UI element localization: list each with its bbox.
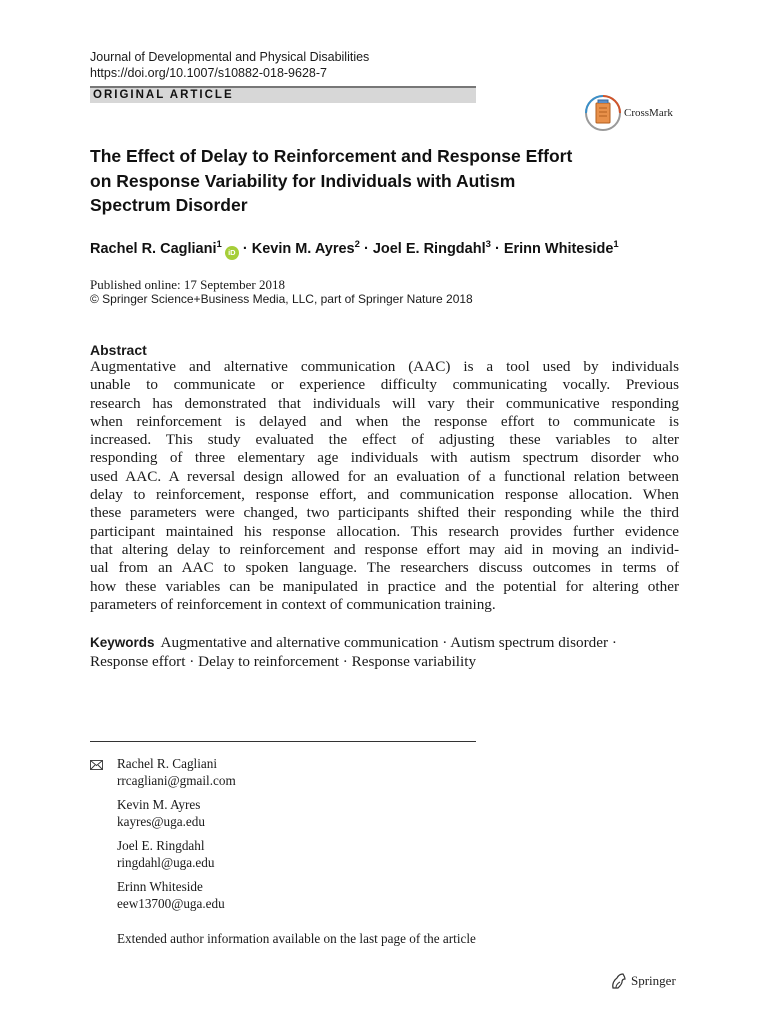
affiliation-marker: 1 xyxy=(216,239,222,250)
author-name[interactable]: Joel E. Ringdahl xyxy=(372,241,486,257)
abstract-line: how these variables can be manipulated in practice and the potential for altering other xyxy=(90,577,679,595)
author-name[interactable]: Rachel R. Cagliani xyxy=(90,241,217,257)
envelope-icon xyxy=(90,760,103,770)
copyright-notice: © Springer Science+Business Media, LLC, part of Springer Nature 2018 xyxy=(90,292,473,306)
author-separator: · xyxy=(363,241,369,257)
published-date: Published online: 17 September 2018 xyxy=(90,277,285,292)
journal-name: Journal of Developmental and Physical Disabilities xyxy=(90,50,370,64)
abstract-line: increased. This study evaluated the effect of adjusting these variables to alter xyxy=(90,431,679,449)
springer-horse-icon xyxy=(610,972,628,990)
contact-email[interactable]: kayres@uga.edu xyxy=(117,813,205,829)
crossmark-label: CrossMark xyxy=(624,107,673,119)
abstract-line: used AAC. A reversal design allowed for an evaluation of a functional relation between xyxy=(90,467,679,485)
extended-author-note: Extended author information available on the last page of the article xyxy=(117,931,476,946)
contact-email[interactable]: rrcagliani@gmail.com xyxy=(117,772,236,788)
abstract-body xyxy=(90,358,679,614)
crossmark-icon xyxy=(584,94,622,132)
contact-entry xyxy=(117,879,236,912)
abstract-line: these parameters were changed, two participants shifted their responding while the third xyxy=(90,504,679,522)
affiliation-marker: 1 xyxy=(613,239,619,250)
contact-email[interactable]: ringdahl@uga.edu xyxy=(117,854,215,870)
author-name[interactable]: Kevin M. Ayres xyxy=(251,241,355,257)
article-type-bar xyxy=(90,88,476,103)
abstract-line: unable to communicate or experience difficulty communicating vocally. Previous xyxy=(90,376,679,394)
abstract-line: Augmentative and alternative communication (AAC) is a tool used by individuals xyxy=(90,358,679,375)
contact-name: Erinn Whiteside xyxy=(117,879,203,894)
keywords-line: Response effort · Delay to reinforcement · Response variability xyxy=(90,652,477,670)
title-line: on Response Variability for Individuals with Autism xyxy=(90,170,516,191)
abstract-line: delay to reinforcement, response effort, and communication response allocation. When xyxy=(90,486,679,504)
author-separator: · xyxy=(242,241,248,257)
keywords-label: Keywords xyxy=(90,635,155,650)
contact-list xyxy=(117,756,236,920)
title-line: Spectrum Disorder xyxy=(90,195,248,215)
affiliation-marker: 3 xyxy=(485,239,491,250)
author-name[interactable]: Erinn Whiteside xyxy=(503,241,614,257)
orcid-icon[interactable]: iD xyxy=(225,246,239,260)
doi-link[interactable]: https://doi.org/10.1007/s10882-018-9628-7 xyxy=(90,66,327,80)
abstract-line: ual from an AAC to spoken language. The researchers discuss outcomes in terms of xyxy=(90,559,679,577)
contact-name: Rachel R. Cagliani xyxy=(117,756,217,771)
abstract-line: responding of three elementary age individuals with autism spectrum disorder who xyxy=(90,449,679,467)
author-list xyxy=(90,235,619,260)
crossmark-button[interactable] xyxy=(584,94,694,134)
keywords-section xyxy=(90,634,679,671)
contact-email[interactable]: eew13700@uga.edu xyxy=(117,895,225,911)
contact-name: Kevin M. Ayres xyxy=(117,797,201,812)
abstract-heading: Abstract xyxy=(90,342,147,358)
journal-header xyxy=(90,49,369,81)
springer-logo xyxy=(610,972,690,990)
footnote-divider xyxy=(90,741,476,742)
author-separator: · xyxy=(494,241,500,257)
title-line: The Effect of Delay to Reinforcement and Response Effort xyxy=(90,146,573,166)
abstract-line: research has demonstrated that individuals will vary their communicative responding xyxy=(90,394,679,412)
abstract-line: participant maintained his response allocation. This research provides further evidence xyxy=(90,522,679,540)
affiliation-marker: 2 xyxy=(354,239,360,250)
article-type: ORIGINAL ARTICLE xyxy=(93,89,234,101)
contact-name: Joel E. Ringdahl xyxy=(117,838,205,853)
abstract-line: when reinforcement is delayed and when the response effort to communicate is xyxy=(90,412,679,430)
keywords-line: Augmentative and alternative communication · Autism spectrum disorder · xyxy=(160,634,617,651)
contact-entry xyxy=(117,756,236,789)
abstract-line: that altering delay to reinforcement and response effort may aid in moving an individ- xyxy=(90,540,679,558)
article-title xyxy=(90,144,690,218)
publisher-name: Springer xyxy=(631,973,676,988)
publication-info xyxy=(90,277,473,307)
contact-entry xyxy=(117,797,236,830)
abstract-line: parameters of reinforcement in context of communication training. xyxy=(90,595,496,613)
contact-entry xyxy=(117,838,236,871)
